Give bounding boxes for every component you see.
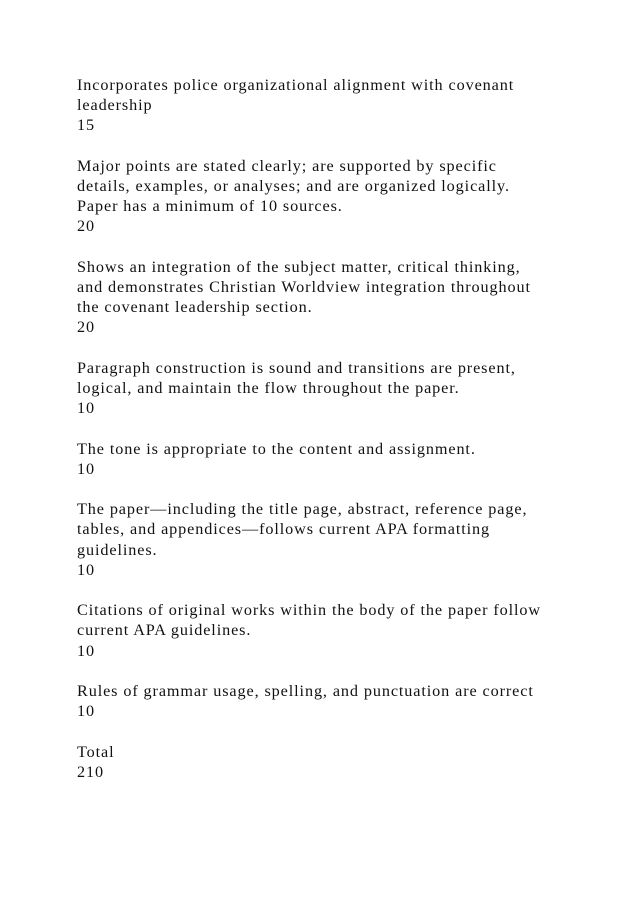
criterion-text-line: Major points are stated clearly; are supported by specific (77, 156, 497, 175)
criterion-text-line: Paper has a minimum of 10 sources. (77, 197, 343, 216)
rubric-item-tone (77, 439, 577, 479)
criterion-text-line: the covenant leadership section. (77, 298, 313, 317)
criterion-text-line: tables, and appendices—follows current APA formatting (77, 520, 491, 539)
criterion-points: 10 (77, 560, 95, 579)
criterion-text-line: Incorporates police organizational alignment with covenant (77, 76, 515, 94)
rubric-total (77, 742, 577, 782)
criterion-text-line: leadership (77, 96, 153, 115)
rubric-item-major-points (77, 156, 577, 237)
criterion-points: 20 (77, 318, 95, 337)
criterion-text-line: details, examples, or analyses; and are organized logically. (77, 177, 510, 195)
total-label: Total (77, 742, 115, 761)
criterion-points: 15 (77, 116, 95, 135)
criterion-points: 20 (77, 217, 95, 236)
criterion-text-line: Rules of grammar usage, spelling, and punctuation are correct (77, 681, 534, 700)
criterion-points: 10 (77, 702, 95, 721)
criterion-points: 10 (77, 399, 95, 418)
criterion-text-line: The tone is appropriate to the content and assignment. (77, 439, 476, 458)
rubric-content (77, 75, 577, 802)
criterion-text-line: Citations of original works within the body of the paper follow (77, 601, 542, 620)
rubric-item-paragraph-construction (77, 358, 577, 419)
criterion-text-line: Paragraph construction is sound and transitions are present, (77, 358, 516, 377)
criterion-text-line: The paper—including the title page, abstract, reference page, (77, 500, 528, 519)
rubric-item-organizational-alignment (77, 75, 577, 136)
criterion-points: 10 (77, 459, 95, 478)
total-points: 210 (77, 762, 104, 781)
criterion-points: 10 (77, 641, 95, 660)
criterion-text-line: guidelines. (77, 540, 158, 559)
rubric-item-citations (77, 600, 577, 661)
criterion-text-line: and demonstrates Christian Worldview integration throughout (77, 278, 531, 296)
criterion-text-line: current APA guidelines. (77, 621, 252, 640)
criterion-text-line: Shows an integration of the subject matter, critical thinking, (77, 257, 521, 276)
criterion-text-line: logical, and maintain the flow throughout the paper. (77, 379, 460, 397)
rubric-item-integration (77, 257, 577, 338)
rubric-item-apa-formatting (77, 499, 577, 580)
rubric-item-grammar (77, 681, 577, 721)
